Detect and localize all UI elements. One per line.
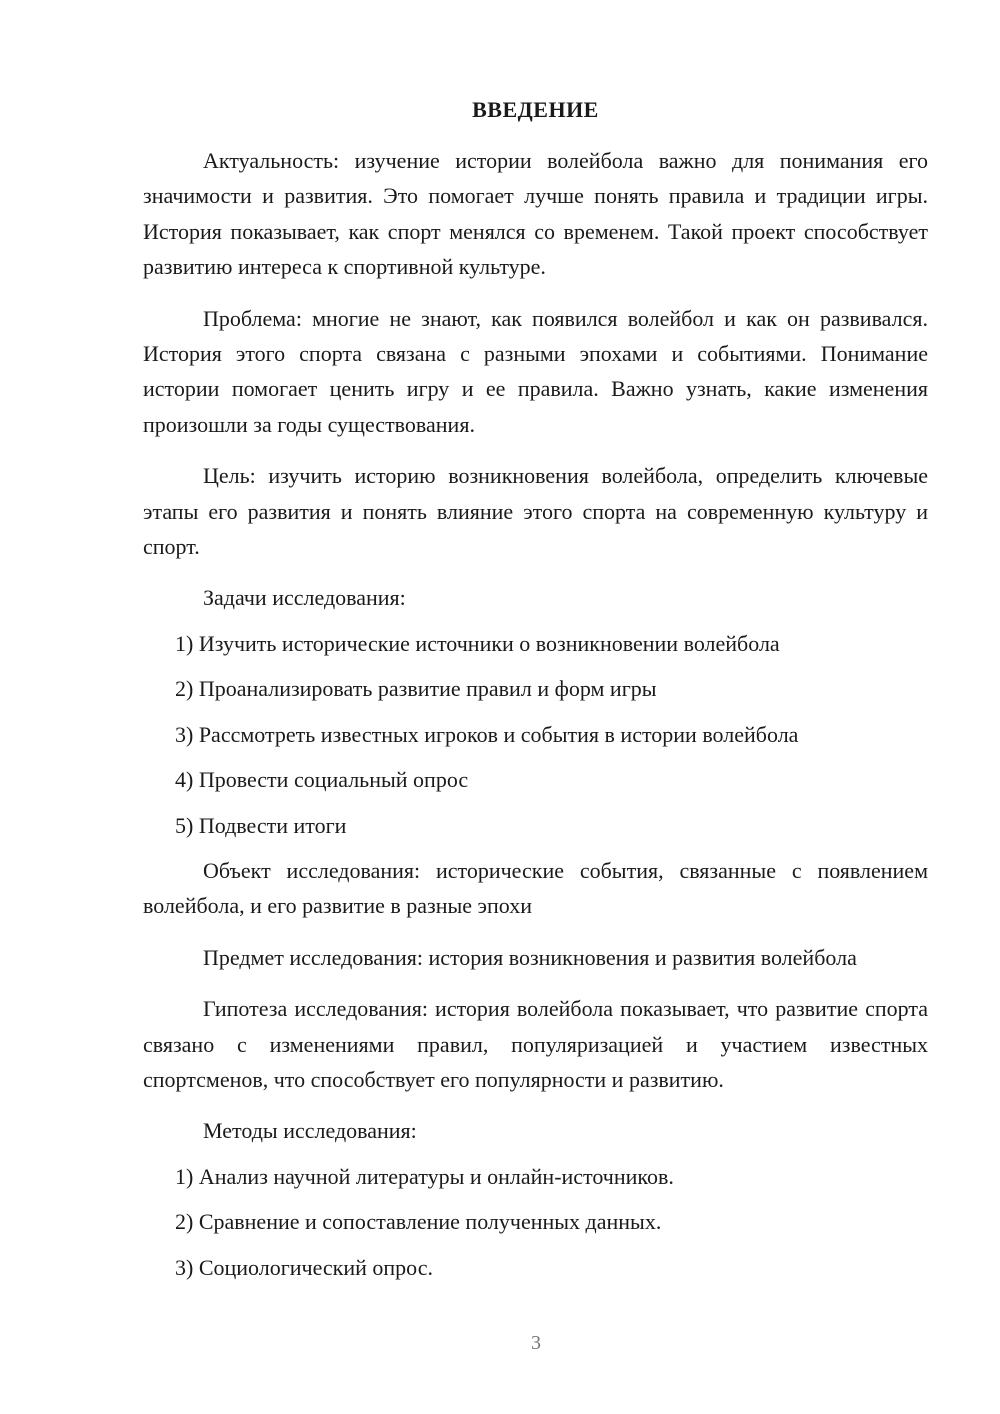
list-item: 1) Анализ научной литературы и онлайн-источников. (175, 1163, 674, 1189)
paragraph-relevance: Актуальность: изучение истории волейбола важно для понимания его значимости и развития. Это помогает лучше понять правила и традиции игры. История показывает, как спорт менялся со временем. Такой проект способствует развитию интереса к спортивной культуре. (143, 148, 928, 280)
methods-heading: Методы исследования: (203, 1118, 417, 1144)
list-item: 5) Подвести итоги (175, 812, 347, 838)
list-item: 2) Сравнение и сопоставление полученных данных. (175, 1209, 662, 1235)
tasks-heading: Задачи исследования: (203, 585, 406, 611)
list-item: 3) Рассмотреть известных игроков и события в истории волейбола (175, 721, 799, 747)
list-item: 4) Провести социальный опрос (175, 767, 469, 793)
paragraph-subject: Предмет исследования: история возникновения и развития волейбола (203, 944, 857, 970)
list-item: 3) Социологический опрос. (175, 1254, 433, 1280)
paragraph-goal: Цель: изучить историю возникновения волейбола, определить ключевые этапы его развития и понять влияние этого спорта на современную культуру и спорт. (143, 463, 928, 560)
page-number: 3 (531, 1332, 541, 1354)
paragraph-hypothesis: Гипотеза исследования: история волейбола показывает, что развитие спорта связано с изменениями правил, популяризацией и участием известных спортсменов, что способствует его популярности и развитию. (143, 996, 928, 1092)
tasks-list (143, 626, 928, 843)
methods-list (143, 1159, 928, 1285)
page-title: ВВЕДЕНИЕ (472, 97, 599, 122)
list-item: 2) Проанализировать развитие правил и форм игры (175, 676, 657, 702)
list-item: 1) Изучить исторические источники о возникновении волейбола (175, 630, 780, 656)
paragraph-object: Объект исследования: исторические события, связанные с появлением волейбола, и его развитие в разные эпохи (143, 857, 928, 919)
paragraph-problem: Проблема: многие не знают, как появился волейбол и как он развивался. История этого спорта связана с разными эпохами и событиями. Понимание истории помогает ценить игру и ее правила. Важно узнать, какие изменения произошли за годы существования. (143, 305, 928, 437)
document-page (143, 92, 928, 1295)
